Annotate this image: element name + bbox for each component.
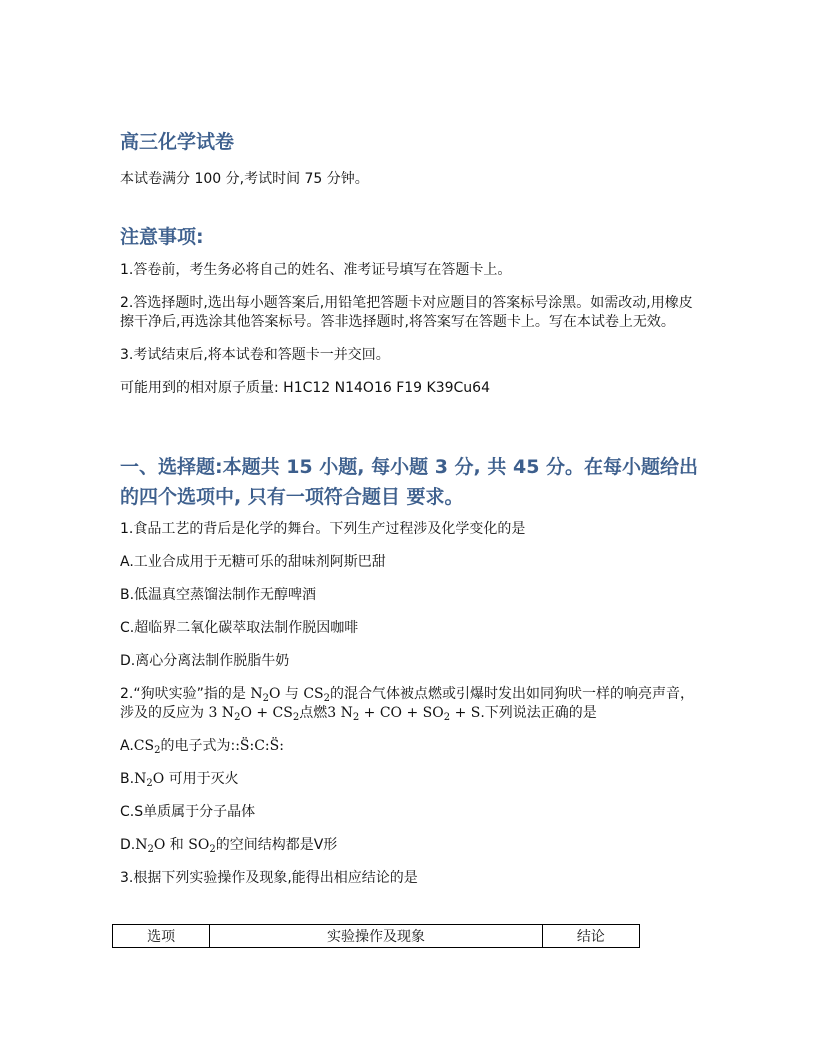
note-item-2: 2.答选择题时,选出每小题答案后,用铅笔把答题卡对应题目的答案标号涂黑。如需改动,用橡皮擦干净后,再选涂其他答案标号。答非选择题时,将答案写在答题卡上。写在本试卷上无效。 [120, 295, 693, 330]
table-header-experiment: 实验操作及现象 [210, 925, 542, 948]
atomic-masses: 可能用到的相对原子质量: H1C12 N14O16 F19 K39Cu64 [120, 380, 490, 396]
question-1-stem: 1.食品工艺的背后是化学的舞台。下列生产过程涉及化学变化的是 [120, 521, 526, 537]
question-2-option-a: $A.CS_2$的电子式为::S̈:C:S̈: [120, 738, 284, 756]
question-1-option-d: D.离心分离法制作脱脂牛奶 [120, 653, 290, 669]
question-2-stem: 2.“狗吠实验”指的是 $N_2O$ 与 $CS_2$的混合气体被点燃或引爆时发出如同狗吠一样的响亮声音，涉及的反应为 3 $N_2O + CS_2$点燃3 $N_2$ + CO + $SO_2 + S$.下列说法正确的是 [120, 686, 695, 723]
note-item-1: 1.答卷前，考生务必将自己的姓名、准考证号填写在答题卡上。 [120, 262, 512, 278]
table-header-row [113, 925, 640, 948]
page-title: 高三化学试卷 [120, 131, 235, 153]
table-header-conclusion: 结论 [542, 925, 639, 948]
exam-intro: 本试卷满分 100 分,考试时间 75 分钟。 [120, 171, 369, 187]
question-2-option-c: C.S单质属于分子晶体 [120, 804, 256, 820]
section-heading: 一、选择题:本题共 15 小题, 每小题 3 分, 共 45 分。在每小题给出的四个选项中, 只有一项符合题目 要求。 [120, 456, 699, 508]
question-3-stem: 3.根据下列实验操作及现象,能得出相应结论的是 [120, 870, 418, 886]
note-item-3: 3.考试结束后,将本试卷和答题卡一并交回。 [120, 347, 390, 363]
table-header-option: 选项 [113, 925, 210, 948]
question-1-option-c: C.超临界二氧化碳萃取法制作脱因咖啡 [120, 620, 359, 636]
question-1-option-b: B.低温真空蒸馏法制作无醇啤酒 [120, 587, 317, 603]
question-1-option-a: A.工业合成用于无糖可乐的甜味剂阿斯巴甜 [120, 554, 386, 570]
question-2-option-d: $D.N_2O$ 和 $SO_2$的空间结构都是V形 [120, 837, 338, 855]
question-2-option-b: $B.N_2O$ 可用于灭火 [120, 771, 239, 789]
question-3-table [112, 924, 640, 948]
notes-heading: 注意事项: [120, 226, 204, 248]
